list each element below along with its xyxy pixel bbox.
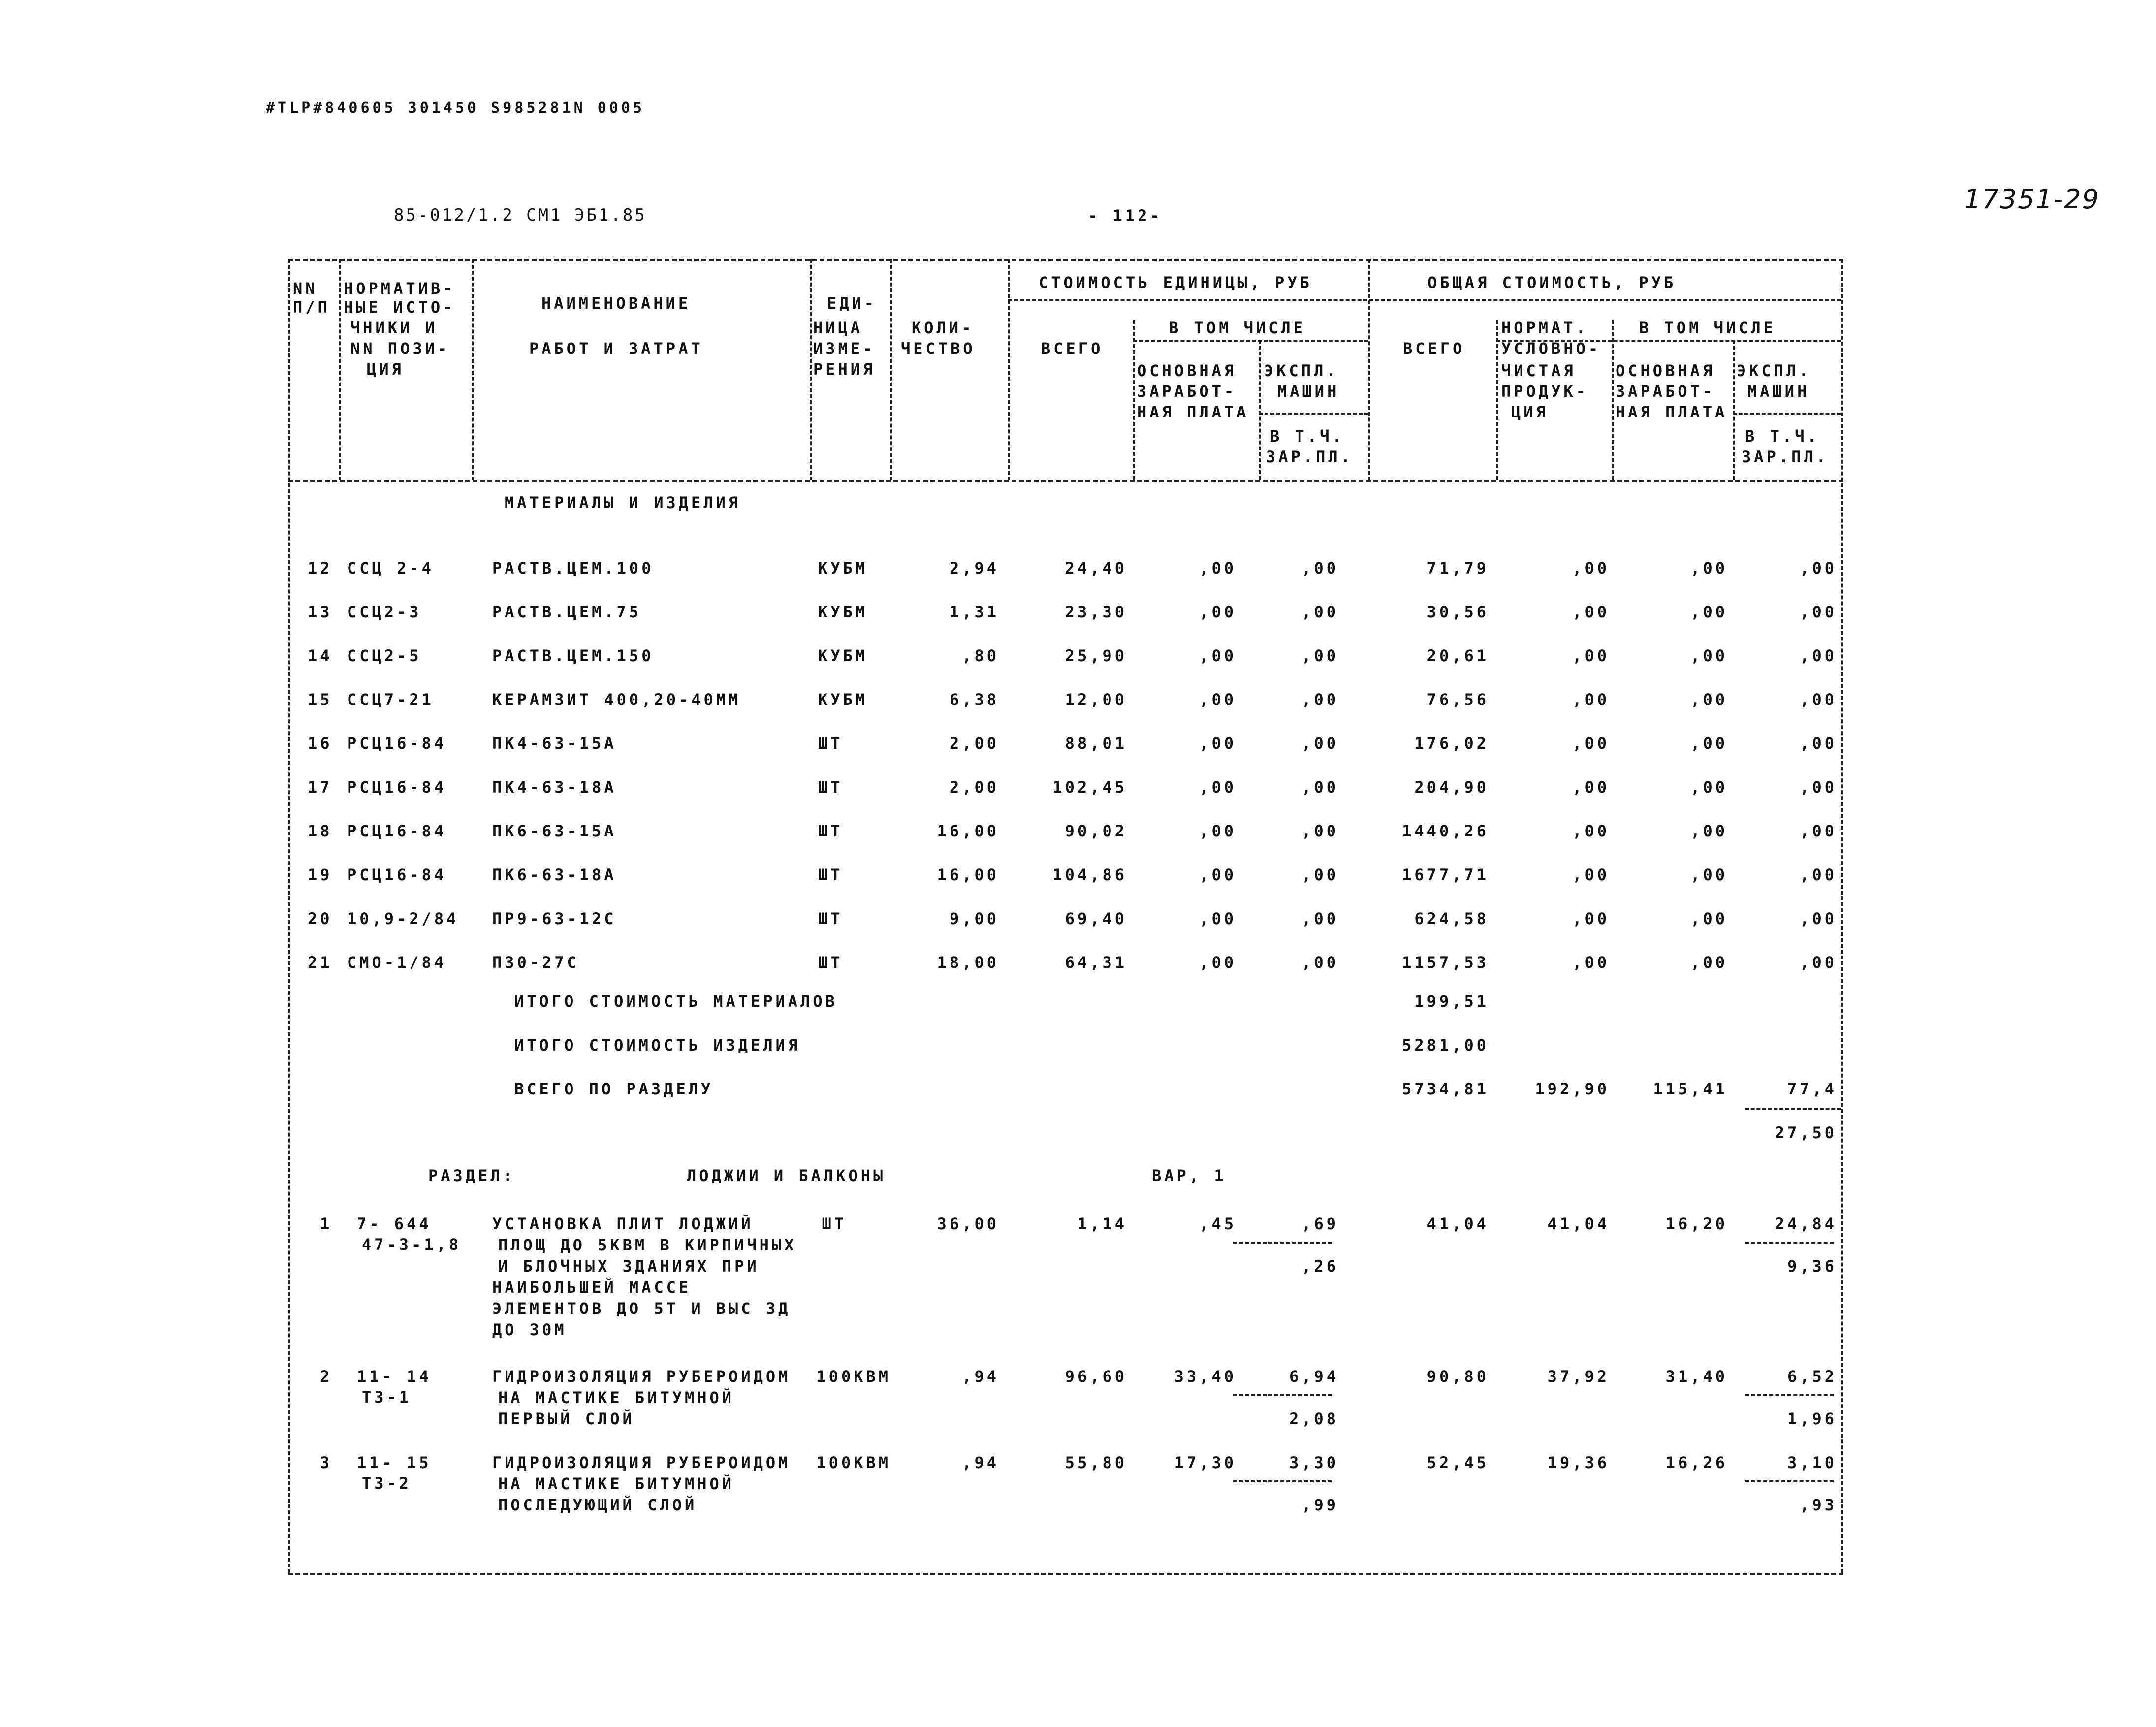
row-number: 17	[308, 778, 333, 797]
row-norm-code: 11- 14	[357, 1367, 432, 1386]
row-unit-osn: ,00	[1199, 690, 1237, 709]
row-sum-osn: ,00	[1690, 603, 1728, 621]
row-sum-nup: ,00	[1572, 734, 1610, 753]
row-unit-eks: 6,94	[1289, 1367, 1339, 1386]
row-number: 16	[308, 734, 333, 753]
table-right-border	[1841, 259, 1843, 1573]
header-rule	[1259, 413, 1368, 415]
header-col-sep	[472, 259, 474, 480]
row-sum-eks-zp: 1,96	[1787, 1409, 1837, 1428]
sum-eks-divider	[1745, 1394, 1834, 1396]
row-name: ПК4-63-18А	[492, 778, 617, 797]
row-norm-code: ССЦ2-3	[347, 603, 422, 621]
row-sum-nup: 37,92	[1547, 1367, 1610, 1386]
row-name: ПК6-63-18А	[492, 865, 617, 884]
row-quantity: 16,00	[937, 865, 999, 884]
row-unit: КУБМ	[818, 646, 868, 665]
row-sum-nup: 41,04	[1547, 1215, 1610, 1233]
row-quantity: 18,00	[937, 953, 999, 972]
unit-eks-divider	[1233, 1394, 1332, 1396]
row-norm-code: РСЦ16-84	[347, 778, 447, 797]
row-unit-total: 88,01	[1065, 734, 1127, 753]
row-sum-eks-zp: 9,36	[1787, 1257, 1837, 1276]
row-sum-nup: ,00	[1572, 559, 1610, 577]
row-number: 20	[308, 909, 333, 928]
row-number: 18	[308, 822, 333, 840]
header-col-sep	[1733, 340, 1735, 480]
row-quantity: 9,00	[949, 909, 999, 928]
row-norm-code: РСЦ16-84	[347, 865, 447, 884]
row-sum-nup: ,00	[1572, 690, 1610, 709]
row-number: 21	[308, 953, 333, 972]
total-cost-title: ОБЩАЯ СТОИМОСТЬ, РУБ	[1427, 273, 1677, 292]
row-sum-eks: ,00	[1800, 603, 1837, 621]
row-unit: КУБМ	[818, 690, 868, 709]
row-norm-code: ССЦ 2-4	[347, 559, 434, 577]
subtotal-divider	[1745, 1108, 1841, 1110]
row-norm-code: СМО-1/84	[347, 953, 447, 972]
unit-osn-line1: ОСНОВНАЯ	[1137, 361, 1237, 380]
row-quantity: 1,31	[949, 603, 999, 621]
row-sum-eks: 24,84	[1775, 1215, 1837, 1233]
row-sum-osn: ,00	[1690, 734, 1728, 753]
norm-usl-line2: УСЛОВНО-	[1501, 339, 1601, 358]
row-unit-eks-zp: ,26	[1301, 1257, 1339, 1276]
row-name-line: ПЕРВЫЙ СЛОЙ	[498, 1409, 635, 1428]
row-sum-osn: 16,26	[1665, 1453, 1728, 1472]
row-quantity: 16,00	[937, 822, 999, 840]
row-unit-total: 23,30	[1065, 603, 1127, 621]
row-norm-code: ССЦ7-21	[347, 690, 434, 709]
section-title: МАТЕРИАЛЫ И ИЗДЕЛИЯ	[505, 493, 741, 512]
row-unit-osn: ,00	[1199, 953, 1237, 972]
row-sum-total: 76,56	[1427, 690, 1489, 709]
row-unit-eks: ,69	[1301, 1215, 1339, 1233]
total-v-tom-chisle: В ТОМ ЧИСЛЕ	[1639, 319, 1776, 337]
row-sum-osn: ,00	[1690, 953, 1728, 972]
total-eks-line1: ЭКСПЛ.	[1737, 361, 1811, 380]
row-sum-eks-zp: ,93	[1800, 1496, 1837, 1514]
document-code: #TLP#840605 301450 S985281N 0005	[266, 99, 645, 117]
itogo-materials-label: ИТОГО СТОИМОСТЬ МАТЕРИАЛОВ	[514, 992, 838, 1011]
header-col-sep	[339, 259, 341, 480]
row-unit-eks: ,00	[1301, 559, 1339, 577]
row-unit-total: 104,86	[1052, 865, 1127, 884]
row-sum-nup: ,00	[1572, 909, 1610, 928]
row-number: 14	[308, 646, 333, 665]
row-norm-code: РСЦ16-84	[347, 822, 447, 840]
total-osn-line3: НАЯ ПЛАТА	[1616, 403, 1728, 421]
row-name-line: ПЛОЩ ДО 5КВМ В КИРПИЧНЫХ	[498, 1236, 797, 1254]
row-unit: ШТ	[818, 778, 843, 797]
itogo-products-label: ИТОГО СТОИМОСТЬ ИЗДЕЛИЯ	[514, 1036, 801, 1055]
row-norm-code: ССЦ2-5	[347, 646, 422, 665]
row-norm-code: 11- 15	[357, 1453, 432, 1472]
row-unit: ШТ	[818, 909, 843, 928]
row-sum-eks: ,00	[1800, 909, 1837, 928]
row-unit: ШТ	[822, 1215, 847, 1233]
row-sum-total: 1440,26	[1402, 822, 1489, 840]
header-col-sep	[1368, 259, 1370, 480]
col-unit-line4: РЕНИЯ	[813, 360, 876, 379]
row-sum-nup: ,00	[1572, 778, 1610, 797]
total-vtch-line1: В Т.Ч.	[1745, 427, 1820, 446]
row-sum-eks: ,00	[1800, 559, 1837, 577]
row-unit-total: 96,60	[1065, 1367, 1127, 1386]
vsego-section-osn: 115,41	[1653, 1080, 1728, 1098]
sum-eks-divider	[1745, 1242, 1834, 1244]
col-norm-line3: ЧНИКИ И	[350, 319, 438, 337]
razdel-title: ЛОДЖИИ И БАЛКОНЫ	[687, 1166, 886, 1185]
row-unit-eks: ,00	[1301, 822, 1339, 840]
variant-label: ВАР, 1	[1152, 1166, 1227, 1185]
row-unit-eks: ,00	[1301, 909, 1339, 928]
row-name-line: ГИДРОИЗОЛЯЦИЯ РУБЕРОИДОМ	[492, 1453, 791, 1472]
row-sum-nup: ,00	[1572, 646, 1610, 665]
header-col-sep	[1496, 320, 1498, 480]
row-unit-osn: ,00	[1199, 865, 1237, 884]
row-norm-code: РСЦ16-84	[347, 734, 447, 753]
unit-eks-divider	[1233, 1242, 1332, 1244]
row-sum-nup: ,00	[1572, 822, 1610, 840]
total-cost-vsego: ВСЕГО	[1403, 339, 1465, 358]
col-norm-line1: НОРМАТИВ-	[344, 279, 456, 298]
row-name: ПК6-63-15А	[492, 822, 617, 840]
col-name-line2: РАБОТ И ЗАТРАТ	[529, 339, 703, 358]
row-unit: КУБМ	[818, 603, 868, 621]
unit-osn-line3: НАЯ ПЛАТА	[1137, 403, 1249, 421]
col-qty-line2: ЧЕСТВО	[901, 339, 976, 358]
row-sum-osn: ,00	[1690, 865, 1728, 884]
sum-eks-divider	[1745, 1480, 1834, 1482]
row-quantity: 36,00	[937, 1215, 999, 1233]
razdel-label: РАЗДЕЛ:	[428, 1166, 515, 1185]
header-col-sep	[810, 259, 812, 480]
row-sum-total: 41,04	[1427, 1215, 1489, 1233]
unit-eks-line2: МАШИН	[1277, 382, 1340, 401]
row-unit: 100КВМ	[816, 1453, 891, 1472]
row-name: РАСТВ.ЦЕМ.150	[492, 646, 654, 665]
row-sum-nup: 19,36	[1547, 1453, 1610, 1472]
total-eks-line2: МАШИН	[1747, 382, 1810, 401]
vsego-section-eks: 77,4	[1787, 1080, 1837, 1098]
total-osn-line1: ОСНОВНАЯ	[1616, 361, 1715, 380]
vsego-section-sum: 5734,81	[1402, 1080, 1489, 1098]
row-sum-eks: ,00	[1800, 646, 1837, 665]
row-unit-osn: ,00	[1199, 734, 1237, 753]
page-number: - 112-	[1088, 206, 1163, 225]
row-unit: ШТ	[818, 822, 843, 840]
document-reference: 85-012/1.2 CM1 ЭБ1.85	[394, 205, 647, 225]
row-unit-total: 55,80	[1065, 1453, 1127, 1472]
row-name-line: НА МАСТИКЕ БИТУМНОЙ	[498, 1474, 735, 1493]
row-name-line: ДО 30М	[492, 1320, 567, 1339]
row-unit-total: 12,00	[1065, 690, 1127, 709]
row-number: 2	[320, 1367, 333, 1386]
header-rule	[1008, 299, 1841, 301]
vsego-section-label: ВСЕГО ПО РАЗДЕЛУ	[514, 1080, 714, 1098]
row-sum-osn: ,00	[1690, 909, 1728, 928]
row-name-line: НА МАСТИКЕ БИТУМНОЙ	[498, 1388, 735, 1407]
row-norm-code-sub: 47-3-1,8	[362, 1235, 462, 1254]
row-unit-total: 25,90	[1065, 646, 1127, 665]
header-rule	[1733, 413, 1841, 415]
header-col-sep	[890, 259, 892, 480]
row-sum-total: 30,56	[1427, 603, 1489, 621]
row-sum-nup: ,00	[1572, 953, 1610, 972]
col-qty-line1: КОЛИ-	[912, 319, 974, 337]
col-nn-line1: NN	[293, 279, 318, 298]
col-unit-line2: НИЦА	[813, 319, 863, 337]
row-sum-total: 624,58	[1414, 909, 1489, 928]
row-number: 13	[308, 603, 333, 621]
row-name-line: И БЛОЧНЫХ ЗДАНИЯХ ПРИ	[498, 1257, 760, 1276]
row-unit-osn: ,45	[1199, 1215, 1237, 1233]
row-name: РАСТВ.ЦЕМ.100	[492, 559, 654, 577]
row-quantity: 2,00	[949, 734, 999, 753]
col-unit-line3: ИЗМЕ-	[813, 339, 876, 358]
row-sum-osn: ,00	[1690, 646, 1728, 665]
row-unit-osn: ,00	[1199, 778, 1237, 797]
row-unit-osn: ,00	[1199, 646, 1237, 665]
row-sum-eks: 3,10	[1787, 1453, 1837, 1472]
col-nn-line2: П/П	[293, 298, 330, 317]
row-number: 1	[320, 1215, 333, 1233]
vsego-section-eks-zp: 27,50	[1775, 1123, 1837, 1142]
header-col-sep	[1008, 259, 1010, 480]
row-sum-eks: ,00	[1800, 690, 1837, 709]
row-sum-eks: ,00	[1800, 734, 1837, 753]
row-unit-osn: ,00	[1199, 603, 1237, 621]
unit-eks-divider	[1233, 1480, 1332, 1482]
row-unit-eks: ,00	[1301, 778, 1339, 797]
row-name: КЕРАМЗИТ 400,20-40ММ	[492, 690, 741, 709]
norm-usl-line3: ЧИСТАЯ	[1501, 361, 1576, 380]
row-norm-code: 10,9-2/84	[347, 909, 459, 928]
norm-usl-line1: НОРМАТ.	[1501, 319, 1588, 337]
row-name-line: ГИДРОИЗОЛЯЦИЯ РУБЕРОИДОМ	[492, 1367, 791, 1386]
row-unit: 100КВМ	[816, 1367, 891, 1386]
row-quantity: ,94	[962, 1453, 999, 1472]
col-norm-line5: ЦИЯ	[367, 360, 404, 379]
row-sum-eks: ,00	[1800, 778, 1837, 797]
row-unit-total: 24,40	[1065, 559, 1127, 577]
row-sum-nup: ,00	[1572, 865, 1610, 884]
unit-vtch-line1: В Т.Ч.	[1270, 427, 1345, 446]
row-unit: КУБМ	[818, 559, 868, 577]
row-sum-nup: ,00	[1572, 603, 1610, 621]
total-vtch-line2: ЗАР.ПЛ.	[1742, 448, 1829, 466]
unit-vtch-line2: ЗАР.ПЛ.	[1266, 448, 1353, 466]
itogo-products-value: 5281,00	[1402, 1036, 1489, 1055]
row-unit-eks: ,00	[1301, 646, 1339, 665]
row-unit-osn: ,00	[1199, 909, 1237, 928]
unit-cost-title: СТОИМОСТЬ ЕДИНИЦЫ, РУБ	[1039, 273, 1312, 292]
row-quantity: 2,94	[949, 559, 999, 577]
row-name-line: ЭЛЕМЕНТОВ ДО 5Т И ВЫС ЗД	[492, 1299, 791, 1318]
header-col-sep	[1259, 340, 1261, 480]
row-unit-eks: ,00	[1301, 690, 1339, 709]
row-unit-total: 90,02	[1065, 822, 1127, 840]
row-sum-osn: 16,20	[1665, 1215, 1728, 1233]
row-norm-code-sub: Т3-1	[362, 1388, 412, 1407]
row-quantity: ,94	[962, 1367, 999, 1386]
row-unit-total: 64,31	[1065, 953, 1127, 972]
row-unit-osn: 33,40	[1174, 1367, 1237, 1386]
row-sum-total: 52,45	[1427, 1453, 1489, 1472]
row-name: ПК4-63-15А	[492, 734, 617, 753]
row-number: 19	[308, 865, 333, 884]
header-rule	[1133, 340, 1368, 342]
row-sum-osn: 31,40	[1665, 1367, 1728, 1386]
table-top-border	[288, 259, 1843, 261]
row-sum-total: 204,90	[1414, 778, 1489, 797]
row-unit-eks-zp: 2,08	[1289, 1409, 1339, 1428]
col-name-line1: НАИМЕНОВАНИЕ	[541, 294, 691, 313]
row-unit-eks-zp: ,99	[1301, 1496, 1339, 1514]
row-sum-osn: ,00	[1690, 690, 1728, 709]
col-norm-line4: NN ПОЗИ-	[350, 339, 450, 358]
row-sum-eks: ,00	[1800, 865, 1837, 884]
row-sum-total: 176,02	[1414, 734, 1489, 753]
row-unit-eks: ,00	[1301, 953, 1339, 972]
handwritten-annotation: 17351-29	[1964, 184, 2100, 215]
total-osn-line2: ЗАРАБОТ-	[1616, 382, 1715, 401]
row-sum-eks: ,00	[1800, 953, 1837, 972]
row-unit-osn: ,00	[1199, 559, 1237, 577]
header-col-sep	[1133, 320, 1135, 480]
row-unit: ШТ	[818, 865, 843, 884]
row-sum-total: 20,61	[1427, 646, 1489, 665]
row-unit-eks: ,00	[1301, 865, 1339, 884]
row-quantity: 6,38	[949, 690, 999, 709]
row-unit-total: 1,14	[1077, 1215, 1127, 1233]
row-unit-eks: 3,30	[1289, 1453, 1339, 1472]
unit-eks-line1: ЭКСПЛ.	[1264, 361, 1339, 380]
row-name: П30-27С	[492, 953, 579, 972]
row-sum-osn: ,00	[1690, 559, 1728, 577]
row-sum-eks: ,00	[1800, 822, 1837, 840]
row-sum-total: 90,80	[1427, 1367, 1489, 1386]
unit-osn-line2: ЗАРАБОТ-	[1137, 382, 1237, 401]
row-sum-total: 1157,53	[1402, 953, 1489, 972]
vsego-section-nup: 192,90	[1535, 1080, 1610, 1098]
row-unit-eks: ,00	[1301, 603, 1339, 621]
row-name: ПР9-63-12С	[492, 909, 617, 928]
row-sum-osn: ,00	[1690, 822, 1728, 840]
row-name-line: ПОСЛЕДУЮЩИЙ СЛОЙ	[498, 1496, 698, 1514]
row-unit: ШТ	[818, 953, 843, 972]
col-unit-line1: ЕДИ-	[827, 294, 877, 313]
header-col-sep	[1612, 320, 1614, 480]
row-number: 15	[308, 690, 333, 709]
row-number: 12	[308, 559, 333, 577]
row-unit-osn: 17,30	[1174, 1453, 1237, 1472]
row-unit-total: 102,45	[1052, 778, 1127, 797]
norm-usl-line5: ЦИЯ	[1511, 403, 1549, 421]
row-name-line: УСТАНОВКА ПЛИТ ЛОДЖИЙ	[492, 1215, 754, 1233]
table-left-border	[288, 259, 290, 1573]
unit-cost-vsego: ВСЕГО	[1041, 339, 1104, 358]
row-name-line: НАИБОЛЬШЕЙ МАССЕ	[492, 1278, 692, 1297]
unit-cost-v-tom-chisle: В ТОМ ЧИСЛЕ	[1169, 319, 1306, 337]
row-number: 3	[320, 1453, 333, 1472]
col-norm-line2: НЫЕ ИСТО-	[344, 298, 456, 317]
row-sum-total: 71,79	[1427, 559, 1489, 577]
row-quantity: ,80	[962, 646, 999, 665]
row-unit: ШТ	[818, 734, 843, 753]
row-norm-code-sub: Т3-2	[362, 1474, 412, 1493]
row-unit-osn: ,00	[1199, 822, 1237, 840]
row-name: РАСТВ.ЦЕМ.75	[492, 603, 642, 621]
row-quantity: 2,00	[949, 778, 999, 797]
row-sum-osn: ,00	[1690, 778, 1728, 797]
row-sum-total: 1677,71	[1402, 865, 1489, 884]
row-unit-eks: ,00	[1301, 734, 1339, 753]
table-bottom-border	[288, 1573, 1843, 1575]
row-norm-code: 7- 644	[357, 1215, 432, 1233]
itogo-materials-value: 199,51	[1414, 992, 1489, 1011]
row-unit-total: 69,40	[1065, 909, 1127, 928]
norm-usl-line4: ПРОДУК-	[1501, 382, 1588, 401]
header-bottom-border	[288, 480, 1843, 482]
row-sum-eks: 6,52	[1787, 1367, 1837, 1386]
